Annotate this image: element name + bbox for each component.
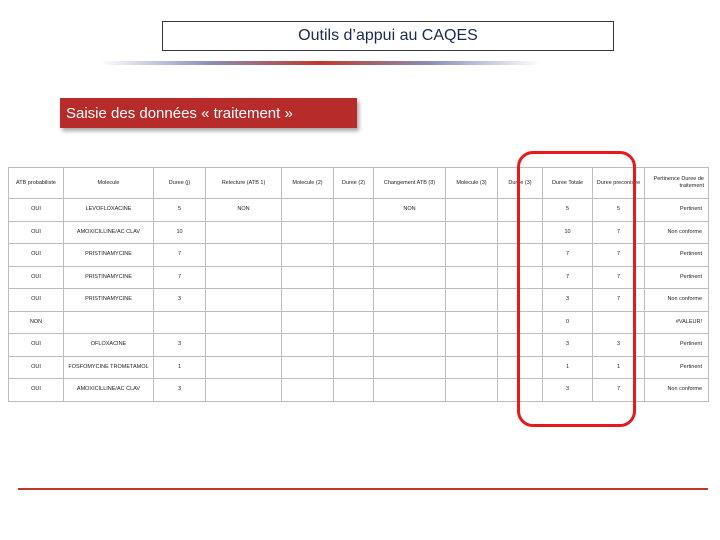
- table-cell: [334, 356, 374, 379]
- footer-divider: [18, 488, 708, 490]
- column-header: Molecule (2): [282, 168, 334, 199]
- table-cell: 1: [543, 356, 593, 379]
- table-cell: Pertinent: [645, 266, 709, 289]
- column-header: ATB probabiliste: [9, 168, 64, 199]
- table-cell: [334, 311, 374, 334]
- table-cell: [374, 311, 446, 334]
- table-cell: OUI: [9, 356, 64, 379]
- table-cell: 7: [593, 244, 645, 267]
- table-cell: [446, 266, 498, 289]
- table-cell: Pertinent: [645, 356, 709, 379]
- table-cell: [334, 379, 374, 402]
- column-header: Duree Totale: [543, 168, 593, 199]
- column-header: Relecture (ATB 1): [206, 168, 282, 199]
- table-cell: OUI: [9, 379, 64, 402]
- table-cell: 7: [593, 221, 645, 244]
- table-cell: [282, 334, 334, 357]
- table-cell: [334, 334, 374, 357]
- column-header: Changement ATB (3): [374, 168, 446, 199]
- table-cell: 0: [543, 311, 593, 334]
- table-cell: [334, 244, 374, 267]
- table-cell: [64, 311, 154, 334]
- table-cell: [374, 266, 446, 289]
- table-cell: 10: [154, 221, 206, 244]
- table-cell: [282, 379, 334, 402]
- table-cell: LEVOFLOXACINE: [64, 199, 154, 222]
- table-cell: 7: [543, 244, 593, 267]
- table-cell: [282, 289, 334, 312]
- table-cell: Non conforme: [645, 289, 709, 312]
- column-header: Duree (2): [334, 168, 374, 199]
- table-cell: OUI: [9, 199, 64, 222]
- table-cell: [374, 379, 446, 402]
- table-cell: [334, 221, 374, 244]
- table-cell: 10: [543, 221, 593, 244]
- column-header: Duree (j): [154, 168, 206, 199]
- table-cell: 3: [154, 334, 206, 357]
- column-header: Duree (3): [498, 168, 543, 199]
- table-cell: [446, 334, 498, 357]
- table-cell: [446, 311, 498, 334]
- slide-title-text: Outils d’appui au CAQES: [298, 27, 478, 44]
- table-cell: 5: [154, 199, 206, 222]
- table-cell: 7: [154, 266, 206, 289]
- slide-title: [162, 21, 614, 51]
- table-cell: 1: [154, 356, 206, 379]
- table-cell: [334, 266, 374, 289]
- column-header: Duree preconisee: [593, 168, 645, 199]
- table-cell: [206, 266, 282, 289]
- table-cell: [446, 199, 498, 222]
- table-cell: [282, 356, 334, 379]
- table-cell: [282, 311, 334, 334]
- table-cell: [206, 289, 282, 312]
- table-cell: Pertinent: [645, 244, 709, 267]
- table-cell: [206, 379, 282, 402]
- table-cell: 3: [154, 379, 206, 402]
- table-cell: PRISTINAMYCINE: [64, 266, 154, 289]
- table-cell: [334, 289, 374, 312]
- table-cell: 3: [543, 379, 593, 402]
- table-cell: Non conforme: [645, 221, 709, 244]
- table-cell: 5: [593, 199, 645, 222]
- table-cell: NON: [206, 199, 282, 222]
- table-cell: [206, 221, 282, 244]
- table-cell: [334, 199, 374, 222]
- table-cell: OUI: [9, 221, 64, 244]
- table-cell: [446, 221, 498, 244]
- table-cell: 7: [593, 266, 645, 289]
- table-cell: OFLOXACINE: [64, 334, 154, 357]
- duration-highlight-outline: [517, 151, 636, 427]
- section-label-text: Saisie des données « traitement »: [66, 104, 293, 122]
- table-cell: 7: [593, 289, 645, 312]
- table-cell: 3: [543, 289, 593, 312]
- table-cell: 3: [593, 334, 645, 357]
- table-cell: [374, 221, 446, 244]
- column-header: Molecule: [64, 168, 154, 199]
- table-cell: [374, 289, 446, 312]
- table-cell: [446, 379, 498, 402]
- table-cell: 7: [543, 266, 593, 289]
- table-cell: [206, 244, 282, 267]
- table-cell: NON: [9, 311, 64, 334]
- table-cell: Pertinent: [645, 199, 709, 222]
- table-cell: OUI: [9, 244, 64, 267]
- title-divider: [100, 61, 540, 65]
- column-header: Molecule (3): [446, 168, 498, 199]
- table-cell: [206, 356, 282, 379]
- table-cell: OUI: [9, 289, 64, 312]
- column-header: Pertinence Duree de traitement: [645, 168, 709, 199]
- table-cell: FOSFOMYCINE TROMETAMOL: [64, 356, 154, 379]
- table-cell: 7: [154, 244, 206, 267]
- table-cell: OUI: [9, 266, 64, 289]
- table-cell: [374, 244, 446, 267]
- table-cell: PRISTINAMYCINE: [64, 289, 154, 312]
- table-cell: [446, 244, 498, 267]
- table-cell: 3: [543, 334, 593, 357]
- table-cell: [446, 289, 498, 312]
- table-cell: [282, 266, 334, 289]
- table-cell: [154, 311, 206, 334]
- table-cell: 5: [543, 199, 593, 222]
- table-cell: [282, 244, 334, 267]
- table-cell: [206, 311, 282, 334]
- table-cell: [282, 221, 334, 244]
- table-cell: [282, 199, 334, 222]
- table-cell: AMOXICILLINE/AC CLAV: [64, 221, 154, 244]
- table-cell: [374, 334, 446, 357]
- table-cell: 7: [593, 379, 645, 402]
- table-cell: Non conforme: [645, 379, 709, 402]
- table-cell: AMOXICILLINE/AC CLAV: [64, 379, 154, 402]
- table-cell: #VALEUR!: [645, 311, 709, 334]
- table-cell: NON: [374, 199, 446, 222]
- section-label: [60, 98, 357, 128]
- table-cell: Pertinent: [645, 334, 709, 357]
- table-cell: 3: [154, 289, 206, 312]
- table-cell: [206, 334, 282, 357]
- table-cell: [374, 356, 446, 379]
- table-cell: OUI: [9, 334, 64, 357]
- table-cell: PRISTINAMYCINE: [64, 244, 154, 267]
- table-cell: 1: [593, 356, 645, 379]
- table-cell: [446, 356, 498, 379]
